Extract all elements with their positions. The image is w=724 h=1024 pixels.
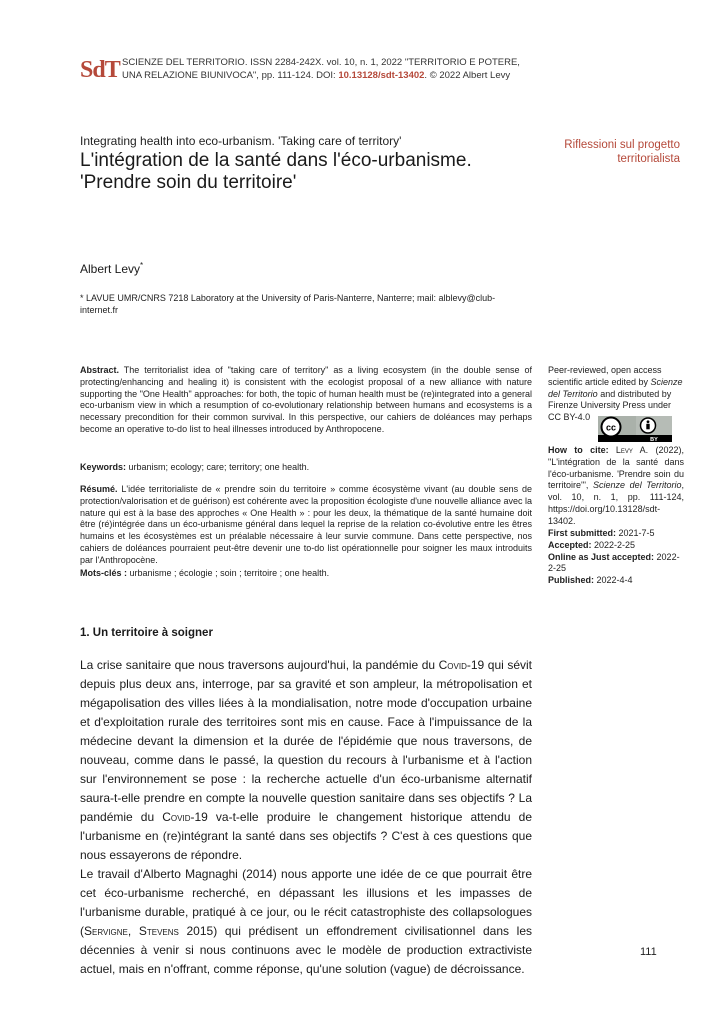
online-accepted [548,552,684,576]
resume-label: Résumé. [80,484,118,494]
journal-logo [80,57,120,83]
p1-covid: Covid [438,658,467,672]
first-submitted [548,528,684,540]
resume [80,484,532,567]
first-submitted-label: First submitted: [548,528,617,538]
body-text [80,656,532,979]
online-label: Online as Just accepted: [548,551,655,562]
cite-title: A. (2022), "L'intégration de la santé dans l'éco-urbanisme. 'Prendre soin du territoire'", [548,445,684,491]
resume-text: L'idée territorialiste de « prendre soin du territoire » comme écosystème vivant (au double sens de protection/valorisation et de guérison) est cohérente avec la proposition écologiste d'une nouvelle alliance avec la nature qui est à la base des approches « One Health » : pour les deux, la thématique de la santé humaine doit être (ré)intégrée dans un éco-urbanisme général dans lequel la reprise de la relation co-évolutive entre les êtres humains et les écosystèmes est un préalable nécessaire à leur survie commune. Dans cette perspective, nos cahiers de doléances pourraient peut-être devenir une to-do list opérationnelle pour soigner les maux introduits par l'Anthropocène. [80,484,532,565]
p1-text-c: -19 va-t-elle produire le changement historique attendu de l'urbanisme en (re)intégrant la santé dans ses objectifs ? C'est à ces questions que nous essayerons de répondre. [80,810,532,862]
p1-text-b: -19 qui sévit depuis plus deux ans, interroge, par sa gravité et son ampleur, la métropolisation et mégapolisation des villes liées à la mondialisation, notre mode d'occupation urbaine et d'exploitation rurale des territoires sont mis en cause. Face à l'impuissance de la médecine devant la dimension et la durée de l'épidémie que nous traversons, de nouveau, comme dans le passé, la question du recours à l'urbanisme et à l'action sur l'environnement se pose : la recherche actuelle d'un éco-urbanisme alternatif saura-t-elle prendre en compte la nouvelle question sanitaire dans ses objectifs ? La pandémie du [80,658,532,824]
paragraph-1 [80,656,532,865]
cite-doi[interactable]: , vol. 10, n. 1, pp. 111-124, https://doi.org/10.13128/sdt-13402. [548,480,684,526]
published-label: Published: [548,575,595,586]
author-name [80,261,143,276]
accepted [548,540,684,552]
cc-text: cc [605,422,617,433]
cite-author: Levy [615,445,633,455]
mots-cles [80,568,532,580]
page-title: L'intégration de la santé dans l'éco-urbanisme. 'Prendre soin du territoire' [80,150,472,193]
copyright: . © 2022 Albert Levy [424,69,511,81]
abstract-text: The territorialist idea of "taking care of territory" as a living ecosystem (in the double sense of protecting/enhancing and healing it) is consistent with the ecologist proposal of a new alliance with nature supporting the "One Health" approaches: for both, the topic of human health must be (re)integrated into a general eco-urbanism view in which a resumption of co-evolutionary relationship between humans and ecosystems is a necessary precondition for their common survival. In this perspective, our cahiers de doléances may perhaps become an operative to-do list to heal illnesses introduced by Anthropocene. [80,365,532,434]
p2-text-b: 2015) qui prédisent un effondrement civilisationnel dans les décennies à venir si nous continuons avec le modèle de production extractiviste actuel, mais en n'offrant, comme réponse, qu'une solution (vague) de décroissance. [80,924,532,976]
how-to-cite [548,445,684,528]
published-date: 2022-4-4 [594,575,633,586]
by-text: BY [650,437,658,442]
accepted-label: Accepted: [548,539,592,550]
mots-cles-label: Mots-clés : [80,568,128,578]
keywords [80,462,532,474]
journal-info: SCIENZE DEL TERRITORIO. ISSN 2284-242X. vol. 10, n. 1, 2022 "TERRITORIO E POTERE, UNA RELAZIONE BIUNIVOCA", pp. 111-124. DOI: [122,57,520,81]
english-title: Integrating health into eco-urbanism. 'Taking care of territory' [80,134,402,148]
p2-citation: Servigne, Stevens [84,924,179,938]
keywords-text: urbanism; ecology; care; territory; one health. [126,462,310,472]
how-to-cite-label: How to cite: [548,445,609,455]
page-number: 111 [640,946,657,958]
peer-review-journal: Scienze del Territorio [548,376,683,399]
keywords-label: Keywords: [80,462,127,472]
abstract-label: Abstract. [80,365,120,375]
cite-journal: Scienze del Territorio [593,480,682,491]
section-tag: Riflessioni sul progetto territorialista [564,139,680,165]
mots-cles-text: urbanisme ; écologie ; soin ; territoire ; one health. [127,568,330,578]
accepted-date: 2022-2-25 [591,539,636,550]
first-submitted-date: 2021-7-5 [616,528,655,538]
published [548,575,684,587]
author-marker: * [140,261,144,270]
paragraph-2 [80,865,532,979]
section-heading: 1. Un territoire à soigner [80,627,213,639]
journal-header [122,57,542,82]
author-affiliation: * LAVUE UMR/CNRS 7218 Laboratory at the University of Paris-Nanterre, Nanterre; mail: alblevy@club-internet.fr [80,293,496,315]
peer-review-license: and distributed by Firenze University Press under CC BY-4.0 [548,388,672,423]
p1-text-a: La crise sanitaire que nous traversons aujourd'hui, la pandémie du [80,658,439,672]
p2-text-a: Le travail d'Alberto Magnaghi (2014) nous apporte une idée de ce que pourrait être cet éco-urbanisme recherché, en dépassant les illusions et les impasses de l'urbanisme durable, pratiqué à ce jour, ou le récit catastrophiste des collapsologues ( [80,867,532,938]
author-name-text: Albert Levy [80,262,141,276]
peer-review-text: Peer-reviewed, open access scientific article edited by [548,365,662,387]
online-date: 2022-2-25 [548,551,680,574]
abstract [80,365,532,436]
p1-covid-2: Covid [162,810,191,824]
doi-link[interactable]: 10.13128/sdt-13402 [338,69,425,81]
logo-text: SdT [80,57,120,83]
cc-by-license-icon[interactable] [598,416,672,442]
publication-dates [548,528,684,587]
